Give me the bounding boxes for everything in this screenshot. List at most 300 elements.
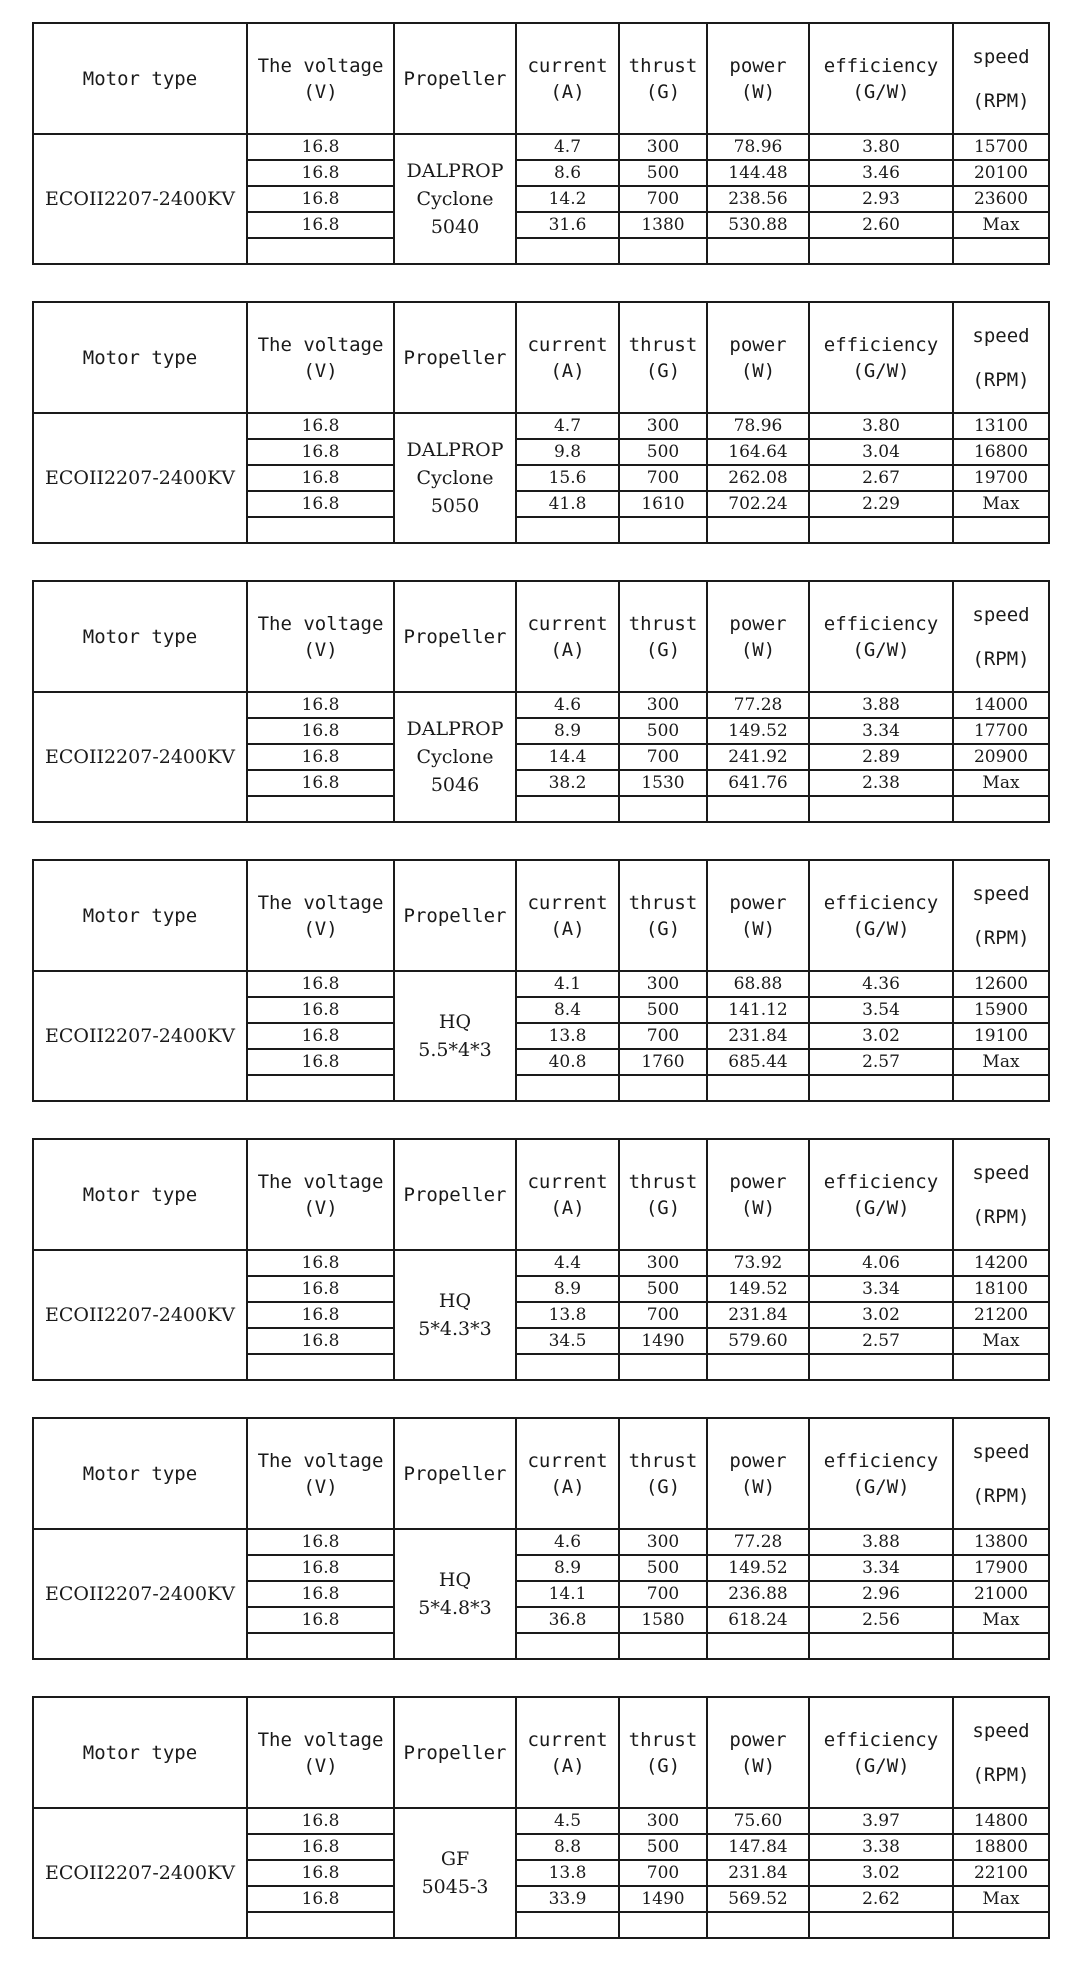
current-cell: 4.7: [516, 413, 619, 439]
current-cell: 8.9: [516, 1276, 619, 1302]
empty-cell: [809, 796, 953, 822]
header-thrust: thrust (G): [619, 1418, 707, 1529]
current-cell: 13.8: [516, 1302, 619, 1328]
header-row: [33, 1418, 1049, 1529]
speed-cell: 21000: [953, 1581, 1049, 1607]
header-power: power (W): [707, 581, 809, 692]
voltage-cell: 16.8: [247, 1023, 394, 1049]
current-cell: 14.1: [516, 1581, 619, 1607]
propeller-line: Cyclone: [416, 746, 494, 768]
empty-cell: [247, 238, 394, 264]
efficiency-cell: 4.36: [809, 971, 953, 997]
speed-cell: 18800: [953, 1834, 1049, 1860]
motor-type-cell: ECOII2207-2400KV: [33, 1808, 247, 1938]
propeller-line: Cyclone: [416, 188, 494, 210]
header-row: [33, 581, 1049, 692]
header-voltage: The voltage (V): [247, 1139, 394, 1250]
header-thrust: thrust (G): [619, 581, 707, 692]
empty-cell: [707, 238, 809, 264]
thrust-cell: 1760: [619, 1049, 707, 1075]
empty-cell: [707, 1633, 809, 1659]
efficiency-cell: 2.67: [809, 465, 953, 491]
power-cell: 164.64: [707, 439, 809, 465]
motor-type-cell: ECOII2207-2400KV: [33, 971, 247, 1101]
empty-cell: [619, 1633, 707, 1659]
voltage-cell: 16.8: [247, 1860, 394, 1886]
efficiency-cell: 3.80: [809, 413, 953, 439]
speed-cell: Max: [953, 1049, 1049, 1075]
header-current: current (A): [516, 1697, 619, 1808]
header-voltage: The voltage (V): [247, 1418, 394, 1529]
efficiency-cell: 3.02: [809, 1860, 953, 1886]
current-cell: 33.9: [516, 1886, 619, 1912]
propeller-cell: [394, 692, 516, 822]
efficiency-cell: 3.97: [809, 1808, 953, 1834]
power-cell: 144.48: [707, 160, 809, 186]
empty-cell: [619, 238, 707, 264]
header-efficiency: efficiency (G/W): [809, 1418, 953, 1529]
propeller-line: 5*4.3*3: [418, 1318, 492, 1340]
header-speed: speed (RPM): [953, 23, 1049, 134]
empty-cell: [953, 796, 1049, 822]
speed-cell: Max: [953, 770, 1049, 796]
current-cell: 13.8: [516, 1860, 619, 1886]
header-current: current (A): [516, 302, 619, 413]
thrust-cell: 1380: [619, 212, 707, 238]
header-voltage: The voltage (V): [247, 581, 394, 692]
motor-type-cell: ECOII2207-2400KV: [33, 692, 247, 822]
motor-test-table-4: [32, 859, 1050, 1102]
thrust-cell: 1490: [619, 1886, 707, 1912]
header-current: current (A): [516, 581, 619, 692]
empty-cell: [953, 1075, 1049, 1101]
header-thrust: thrust (G): [619, 302, 707, 413]
speed-cell: 17700: [953, 718, 1049, 744]
current-cell: 34.5: [516, 1328, 619, 1354]
header-power: power (W): [707, 860, 809, 971]
voltage-cell: 16.8: [247, 1607, 394, 1633]
header-voltage: The voltage (V): [247, 1697, 394, 1808]
voltage-cell: 16.8: [247, 1250, 394, 1276]
motor-test-table-3: [32, 580, 1050, 823]
power-cell: 702.24: [707, 491, 809, 517]
header-propeller: Propeller: [394, 1697, 516, 1808]
motor-test-table-5: [32, 1138, 1050, 1381]
speed-cell: 21200: [953, 1302, 1049, 1328]
voltage-cell: 16.8: [247, 1302, 394, 1328]
current-cell: 8.9: [516, 718, 619, 744]
power-cell: 569.52: [707, 1886, 809, 1912]
header-speed: speed (RPM): [953, 581, 1049, 692]
voltage-cell: 16.8: [247, 1808, 394, 1834]
header-efficiency: efficiency (G/W): [809, 23, 953, 134]
speed-cell: 14800: [953, 1808, 1049, 1834]
current-cell: 8.8: [516, 1834, 619, 1860]
header-power: power (W): [707, 23, 809, 134]
speed-cell: 15900: [953, 997, 1049, 1023]
efficiency-cell: 3.46: [809, 160, 953, 186]
thrust-cell: 500: [619, 439, 707, 465]
thrust-cell: 300: [619, 134, 707, 160]
speed-cell: 20900: [953, 744, 1049, 770]
header-motor-type: Motor type: [33, 23, 247, 134]
efficiency-cell: 3.34: [809, 1276, 953, 1302]
table-row: [33, 1529, 1049, 1555]
current-cell: 15.6: [516, 465, 619, 491]
empty-cell: [247, 796, 394, 822]
motor-type-cell: ECOII2207-2400KV: [33, 1529, 247, 1659]
current-cell: 40.8: [516, 1049, 619, 1075]
power-cell: 262.08: [707, 465, 809, 491]
power-cell: 75.60: [707, 1808, 809, 1834]
table-row: [33, 692, 1049, 718]
header-thrust: thrust (G): [619, 23, 707, 134]
thrust-cell: 1580: [619, 1607, 707, 1633]
power-cell: 231.84: [707, 1860, 809, 1886]
empty-cell: [516, 517, 619, 543]
thrust-cell: 300: [619, 692, 707, 718]
header-efficiency: efficiency (G/W): [809, 302, 953, 413]
current-cell: 8.6: [516, 160, 619, 186]
propeller-cell: [394, 134, 516, 264]
voltage-cell: 16.8: [247, 744, 394, 770]
empty-cell: [707, 1075, 809, 1101]
motor-test-table-2: [32, 301, 1050, 544]
speed-cell: 13800: [953, 1529, 1049, 1555]
empty-cell: [809, 517, 953, 543]
power-cell: 236.88: [707, 1581, 809, 1607]
current-cell: 13.8: [516, 1023, 619, 1049]
header-voltage: The voltage (V): [247, 302, 394, 413]
thrust-cell: 700: [619, 1860, 707, 1886]
voltage-cell: 16.8: [247, 1834, 394, 1860]
header-row: [33, 1697, 1049, 1808]
empty-cell: [809, 1912, 953, 1938]
empty-cell: [619, 517, 707, 543]
header-efficiency: efficiency (G/W): [809, 1697, 953, 1808]
thrust-cell: 500: [619, 160, 707, 186]
header-row: [33, 302, 1049, 413]
power-cell: 685.44: [707, 1049, 809, 1075]
power-cell: 77.28: [707, 1529, 809, 1555]
current-cell: 14.2: [516, 186, 619, 212]
header-speed: speed (RPM): [953, 860, 1049, 971]
empty-cell: [707, 796, 809, 822]
header-propeller: Propeller: [394, 860, 516, 971]
thrust-cell: 1490: [619, 1328, 707, 1354]
voltage-cell: 16.8: [247, 186, 394, 212]
header-current: current (A): [516, 1418, 619, 1529]
empty-cell: [247, 1075, 394, 1101]
voltage-cell: 16.8: [247, 718, 394, 744]
empty-cell: [619, 1075, 707, 1101]
header-motor-type: Motor type: [33, 1139, 247, 1250]
voltage-cell: 16.8: [247, 1049, 394, 1075]
propeller-line: 5.5*4*3: [418, 1039, 492, 1061]
propeller-line: HQ: [438, 1569, 472, 1591]
empty-cell: [707, 517, 809, 543]
header-propeller: Propeller: [394, 302, 516, 413]
efficiency-cell: 3.88: [809, 1529, 953, 1555]
thrust-cell: 500: [619, 718, 707, 744]
speed-cell: 18100: [953, 1276, 1049, 1302]
header-motor-type: Motor type: [33, 302, 247, 413]
power-cell: 641.76: [707, 770, 809, 796]
efficiency-cell: 2.62: [809, 1886, 953, 1912]
speed-cell: 13100: [953, 413, 1049, 439]
propeller-line: DALPROP: [406, 439, 504, 461]
empty-cell: [809, 238, 953, 264]
power-cell: 147.84: [707, 1834, 809, 1860]
header-row: [33, 23, 1049, 134]
thrust-cell: 700: [619, 1581, 707, 1607]
speed-cell: 23600: [953, 186, 1049, 212]
header-current: current (A): [516, 23, 619, 134]
propeller-cell: [394, 1808, 516, 1938]
efficiency-cell: 2.96: [809, 1581, 953, 1607]
empty-cell: [953, 1633, 1049, 1659]
speed-cell: Max: [953, 1886, 1049, 1912]
voltage-cell: 16.8: [247, 1328, 394, 1354]
current-cell: 31.6: [516, 212, 619, 238]
header-speed: speed (RPM): [953, 1418, 1049, 1529]
empty-cell: [247, 1912, 394, 1938]
header-propeller: Propeller: [394, 23, 516, 134]
speed-cell: Max: [953, 1607, 1049, 1633]
thrust-cell: 700: [619, 186, 707, 212]
thrust-cell: 500: [619, 997, 707, 1023]
current-cell: 14.4: [516, 744, 619, 770]
header-motor-type: Motor type: [33, 581, 247, 692]
empty-cell: [707, 1354, 809, 1380]
empty-cell: [247, 1354, 394, 1380]
speed-cell: 14200: [953, 1250, 1049, 1276]
table-row: [33, 134, 1049, 160]
header-thrust: thrust (G): [619, 1139, 707, 1250]
empty-cell: [809, 1354, 953, 1380]
efficiency-cell: 2.57: [809, 1328, 953, 1354]
power-cell: 238.56: [707, 186, 809, 212]
propeller-line: 5045-3: [421, 1876, 489, 1898]
current-cell: 4.1: [516, 971, 619, 997]
efficiency-cell: 3.38: [809, 1834, 953, 1860]
current-cell: 41.8: [516, 491, 619, 517]
thrust-cell: 700: [619, 744, 707, 770]
empty-cell: [516, 796, 619, 822]
voltage-cell: 16.8: [247, 997, 394, 1023]
efficiency-cell: 2.93: [809, 186, 953, 212]
speed-cell: 22100: [953, 1860, 1049, 1886]
motor-test-table-7: [32, 1696, 1050, 1939]
table-row: [33, 1250, 1049, 1276]
power-cell: 78.96: [707, 134, 809, 160]
empty-cell: [516, 1354, 619, 1380]
header-efficiency: efficiency (G/W): [809, 1139, 953, 1250]
propeller-line: GF: [440, 1848, 470, 1870]
voltage-cell: 16.8: [247, 413, 394, 439]
power-cell: 77.28: [707, 692, 809, 718]
current-cell: 9.8: [516, 439, 619, 465]
efficiency-cell: 4.06: [809, 1250, 953, 1276]
header-motor-type: Motor type: [33, 860, 247, 971]
current-cell: 8.4: [516, 997, 619, 1023]
speed-cell: 12600: [953, 971, 1049, 997]
speed-cell: Max: [953, 1328, 1049, 1354]
header-power: power (W): [707, 1418, 809, 1529]
efficiency-cell: 3.02: [809, 1302, 953, 1328]
empty-cell: [516, 1912, 619, 1938]
header-efficiency: efficiency (G/W): [809, 860, 953, 971]
propeller-cell: [394, 1250, 516, 1380]
header-propeller: Propeller: [394, 581, 516, 692]
current-cell: 8.9: [516, 1555, 619, 1581]
motor-test-table-6: [32, 1417, 1050, 1660]
empty-cell: [953, 1354, 1049, 1380]
table-row: [33, 413, 1049, 439]
header-power: power (W): [707, 302, 809, 413]
current-cell: 4.7: [516, 134, 619, 160]
thrust-cell: 300: [619, 971, 707, 997]
current-cell: 4.5: [516, 1808, 619, 1834]
speed-cell: 14000: [953, 692, 1049, 718]
thrust-cell: 1610: [619, 491, 707, 517]
voltage-cell: 16.8: [247, 160, 394, 186]
header-voltage: The voltage (V): [247, 23, 394, 134]
efficiency-cell: 2.38: [809, 770, 953, 796]
speed-cell: 15700: [953, 134, 1049, 160]
thrust-cell: 300: [619, 413, 707, 439]
efficiency-cell: 3.04: [809, 439, 953, 465]
empty-cell: [619, 1912, 707, 1938]
motor-type-cell: ECOII2207-2400KV: [33, 413, 247, 543]
speed-cell: 19100: [953, 1023, 1049, 1049]
header-speed: speed (RPM): [953, 1697, 1049, 1808]
power-cell: 149.52: [707, 1276, 809, 1302]
current-cell: 36.8: [516, 1607, 619, 1633]
empty-cell: [516, 1075, 619, 1101]
header-thrust: thrust (G): [619, 860, 707, 971]
propeller-line: HQ: [438, 1011, 472, 1033]
power-cell: 68.88: [707, 971, 809, 997]
header-power: power (W): [707, 1697, 809, 1808]
table-row: [33, 1808, 1049, 1834]
header-current: current (A): [516, 860, 619, 971]
empty-cell: [953, 517, 1049, 543]
header-row: [33, 860, 1049, 971]
power-cell: 241.92: [707, 744, 809, 770]
voltage-cell: 16.8: [247, 465, 394, 491]
empty-cell: [953, 238, 1049, 264]
efficiency-cell: 3.34: [809, 1555, 953, 1581]
efficiency-cell: 2.29: [809, 491, 953, 517]
efficiency-cell: 2.56: [809, 1607, 953, 1633]
voltage-cell: 16.8: [247, 692, 394, 718]
voltage-cell: 16.8: [247, 971, 394, 997]
propeller-line: Cyclone: [416, 467, 494, 489]
speed-cell: 19700: [953, 465, 1049, 491]
voltage-cell: 16.8: [247, 439, 394, 465]
efficiency-cell: 3.34: [809, 718, 953, 744]
empty-cell: [516, 1633, 619, 1659]
efficiency-cell: 3.02: [809, 1023, 953, 1049]
empty-cell: [619, 796, 707, 822]
power-cell: 530.88: [707, 212, 809, 238]
thrust-cell: 300: [619, 1250, 707, 1276]
current-cell: 4.4: [516, 1250, 619, 1276]
current-cell: 38.2: [516, 770, 619, 796]
header-motor-type: Motor type: [33, 1697, 247, 1808]
efficiency-cell: 3.88: [809, 692, 953, 718]
power-cell: 579.60: [707, 1328, 809, 1354]
efficiency-cell: 3.54: [809, 997, 953, 1023]
propeller-line: DALPROP: [406, 718, 504, 740]
empty-cell: [619, 1354, 707, 1380]
efficiency-cell: 3.80: [809, 134, 953, 160]
thrust-cell: 700: [619, 465, 707, 491]
propeller-line: 5040: [430, 216, 480, 238]
propeller-cell: [394, 971, 516, 1101]
header-voltage: The voltage (V): [247, 860, 394, 971]
motor-test-table-1: [32, 22, 1050, 265]
current-cell: 4.6: [516, 692, 619, 718]
voltage-cell: 16.8: [247, 491, 394, 517]
speed-cell: 17900: [953, 1555, 1049, 1581]
thrust-cell: 1530: [619, 770, 707, 796]
empty-cell: [247, 1633, 394, 1659]
empty-cell: [809, 1633, 953, 1659]
propeller-line: DALPROP: [406, 160, 504, 182]
voltage-cell: 16.8: [247, 1886, 394, 1912]
header-thrust: thrust (G): [619, 1697, 707, 1808]
power-cell: 73.92: [707, 1250, 809, 1276]
thrust-cell: 700: [619, 1302, 707, 1328]
speed-cell: Max: [953, 212, 1049, 238]
header-speed: speed (RPM): [953, 1139, 1049, 1250]
header-propeller: Propeller: [394, 1418, 516, 1529]
empty-cell: [809, 1075, 953, 1101]
voltage-cell: 16.8: [247, 1276, 394, 1302]
header-motor-type: Motor type: [33, 1418, 247, 1529]
voltage-cell: 16.8: [247, 134, 394, 160]
voltage-cell: 16.8: [247, 770, 394, 796]
propeller-line: 5046: [430, 774, 480, 796]
thrust-cell: 500: [619, 1555, 707, 1581]
propeller-line: HQ: [438, 1290, 472, 1312]
power-cell: 231.84: [707, 1302, 809, 1328]
header-current: current (A): [516, 1139, 619, 1250]
motor-type-cell: ECOII2207-2400KV: [33, 1250, 247, 1380]
efficiency-cell: 2.60: [809, 212, 953, 238]
voltage-cell: 16.8: [247, 1555, 394, 1581]
thrust-cell: 700: [619, 1023, 707, 1049]
header-propeller: Propeller: [394, 1139, 516, 1250]
efficiency-cell: 2.57: [809, 1049, 953, 1075]
thrust-cell: 500: [619, 1834, 707, 1860]
voltage-cell: 16.8: [247, 1581, 394, 1607]
speed-cell: 20100: [953, 160, 1049, 186]
empty-cell: [516, 238, 619, 264]
table-row: [33, 971, 1049, 997]
voltage-cell: 16.8: [247, 1529, 394, 1555]
thrust-cell: 500: [619, 1276, 707, 1302]
empty-cell: [953, 1912, 1049, 1938]
current-cell: 4.6: [516, 1529, 619, 1555]
propeller-cell: [394, 1529, 516, 1659]
header-row: [33, 1139, 1049, 1250]
propeller-line: 5*4.8*3: [418, 1597, 492, 1619]
speed-cell: 16800: [953, 439, 1049, 465]
power-cell: 78.96: [707, 413, 809, 439]
